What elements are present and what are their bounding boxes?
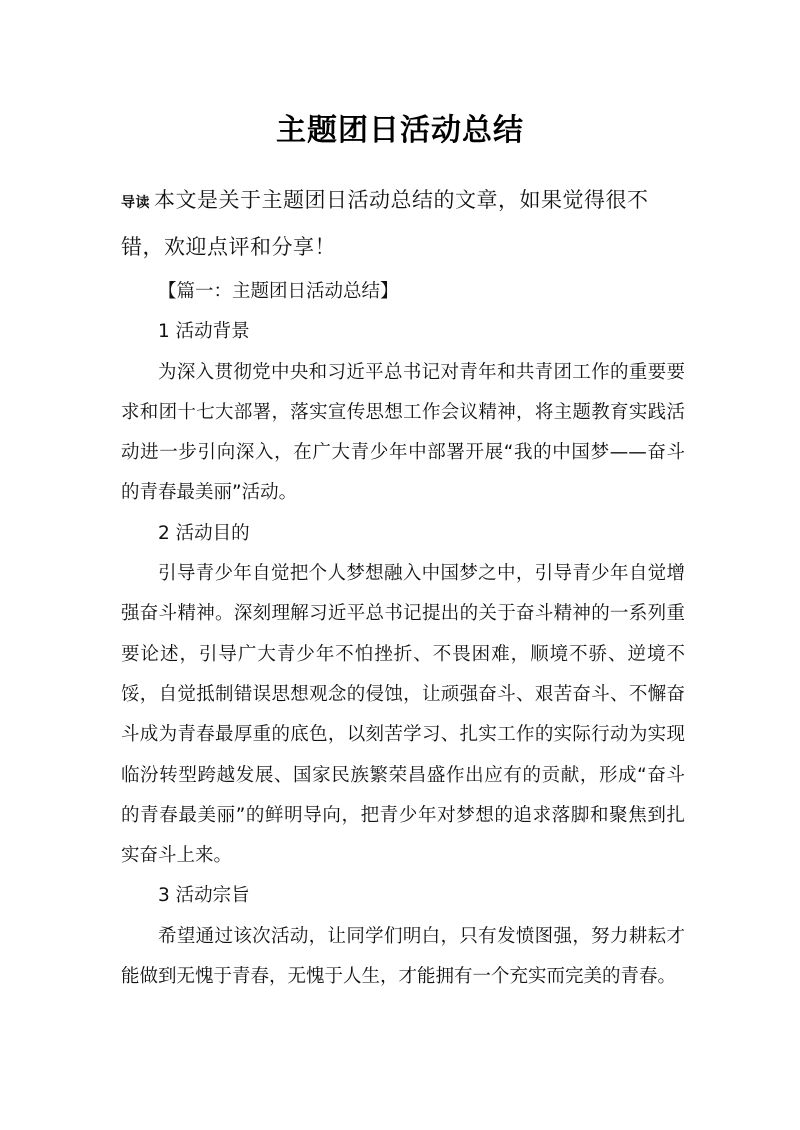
- paragraph-aim: 希望通过该次活动，让同学们明白，只有发愤图强，努力耕耘才能做到无愧于青春，无愧于人生，才能拥有一个充实而完美的青春。: [121, 925, 685, 988]
- paragraph-purpose: 引导青少年自觉把个人梦想融入中国梦之中，引导青少年自觉增强奋斗精神。深刻理解习近平总书记提出的关于奋斗精神的一系列重要论述，引导广大青少年不怕挫折、不畏困难，顺境不骄、逆境不馁，自觉抵制错误思想观念的侵蚀，让顽强奋斗、艰苦奋斗、不懈奋斗成为青春最厚重的底色，以刻苦学习、扎实工作的实际行动为实现临汾转型跨越发展、国家民族繁荣昌盛作出应有的贡献，形成“奋斗的青春最美丽”的鲜明导向，把青少年对梦想的追求落脚和聚焦到扎实奋斗上来。: [121, 563, 685, 867]
- paragraph-background: 为深入贯彻党中央和习近平总书记对青年和共青团工作的重要要求和团十七大部署，落实宣传思想工作会议精神，将主题教育实践活动进一步引向深入，在广大青少年中部署开展“我的中国梦——奋斗的青春最美丽”活动。: [121, 361, 685, 504]
- section-heading-part-one: 【篇一：主题团日活动总结】: [158, 281, 399, 302]
- subheading-background: 1 活动背景: [158, 321, 250, 343]
- document-title: 主题团日活动总结: [276, 113, 524, 148]
- intro-paragraph: [121, 178, 686, 269]
- subheading-aim: 3 活动宗旨: [158, 885, 250, 907]
- document-body: [121, 272, 685, 997]
- intro-lead-label: 导读: [121, 195, 150, 211]
- intro-text: 本文是关于主题团日活动总结的文章，如果觉得很不错，欢迎点评和分享！: [121, 188, 649, 259]
- subheading-purpose: 2 活动目的: [158, 522, 250, 544]
